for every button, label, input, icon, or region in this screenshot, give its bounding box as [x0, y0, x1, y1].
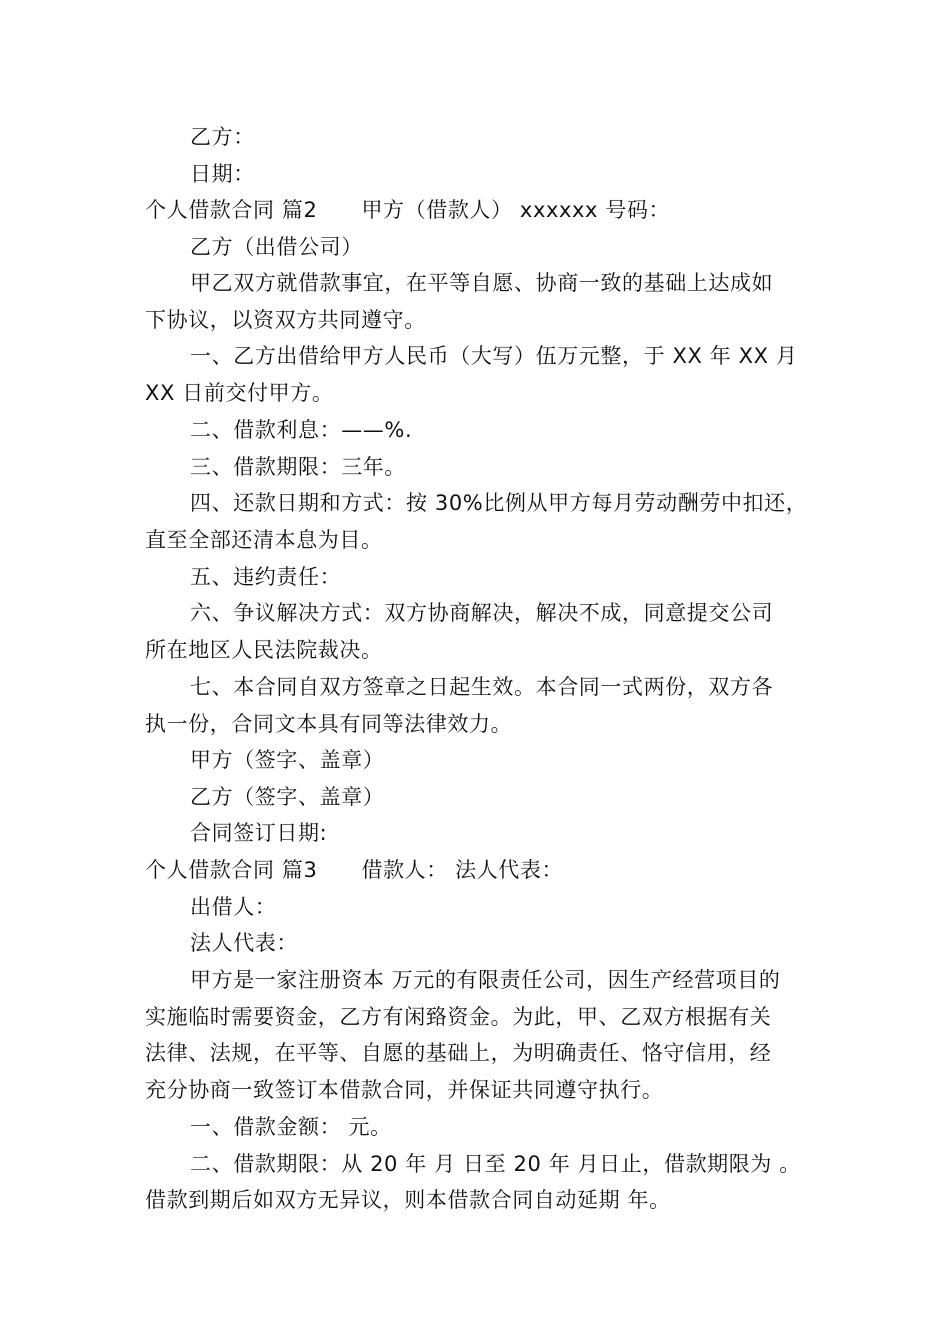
legal-rep-label: 法人代表： [190, 931, 298, 955]
section-title-3: 个人借款合同 篇3 [145, 858, 318, 882]
clause-6: 六、争议解决方式：双方协商解决，解决不成，同意提交公司 [190, 601, 774, 625]
signature-party-b: 乙方（签字、盖章） [190, 785, 385, 809]
clause-7: 七、本合同自双方签章之日起生效。本合同一式两份，双方各 [190, 675, 774, 699]
clause-1: 一、乙方出借给甲方人民币（大写）伍万元整，于 XX 年 XX 月 [190, 344, 798, 368]
party-b-lender-company: 乙方（出借公司） [190, 235, 363, 259]
paragraph-line: 法律、法规，在平等、自愿的基础上，为明确责任、恪守信用，经 [145, 1041, 772, 1065]
party-a-borrower: 甲方（借款人） xxxxxx 号码： [361, 198, 671, 222]
clause-4-cont: 直至全部还清本息为目。 [145, 528, 383, 552]
clause-3: 三、借款期限：三年。 [190, 455, 406, 479]
paragraph-line: 甲方是一家注册资本 万元的有限责任公司，因生产经营项目的 [190, 968, 781, 992]
clause-6-cont: 所在地区人民法院裁决。 [145, 638, 383, 662]
paragraph-line: 下协议，以资双方共同遵守。 [145, 308, 426, 332]
paragraph-line: 实施临时需要资金，乙方有闲臵资金。为此，甲、乙双方根据有关 [145, 1005, 772, 1029]
borrower-legal-rep: 借款人： 法人代表： [361, 858, 564, 882]
signing-date: 合同签订日期: [190, 821, 328, 845]
loan-term-cont: 借款到期后如双方无异议，则本借款合同自动延期 年。 [145, 1188, 671, 1212]
paragraph-line: 甲乙双方就借款事宜，在平等自愿、协商一致的基础上达成如 [190, 271, 774, 295]
paragraph-line: 充分协商一致签订本借款合同，并保证共同遵守执行。 [145, 1078, 664, 1102]
loan-term-clause: 二、借款期限：从 20 年 月 日至 20 年 月日止，借款期限为 。 [190, 1152, 801, 1176]
section-title-2: 个人借款合同 篇2 [145, 198, 318, 222]
section-heading-2 [145, 195, 670, 225]
section-heading-3 [145, 855, 563, 885]
lender-label: 出借人： [190, 895, 277, 919]
party-b-label: 乙方： [190, 125, 255, 149]
clause-4: 四、还款日期和方式：按 30%比例从甲方每月劳动酬劳中扣还， [190, 491, 808, 515]
date-label: 日期： [190, 162, 255, 186]
loan-amount-clause: 一、借款金额： 元。 [190, 1115, 392, 1139]
signature-party-a: 甲方（签字、盖章） [190, 748, 385, 772]
clause-2: 二、借款利息：——%. [190, 418, 413, 442]
clause-1-cont: XX 日前交付甲方。 [145, 381, 334, 405]
clause-5: 五、违约责任： [190, 565, 342, 589]
clause-7-cont: 执一份，合同文本具有同等法律效力。 [145, 712, 513, 736]
